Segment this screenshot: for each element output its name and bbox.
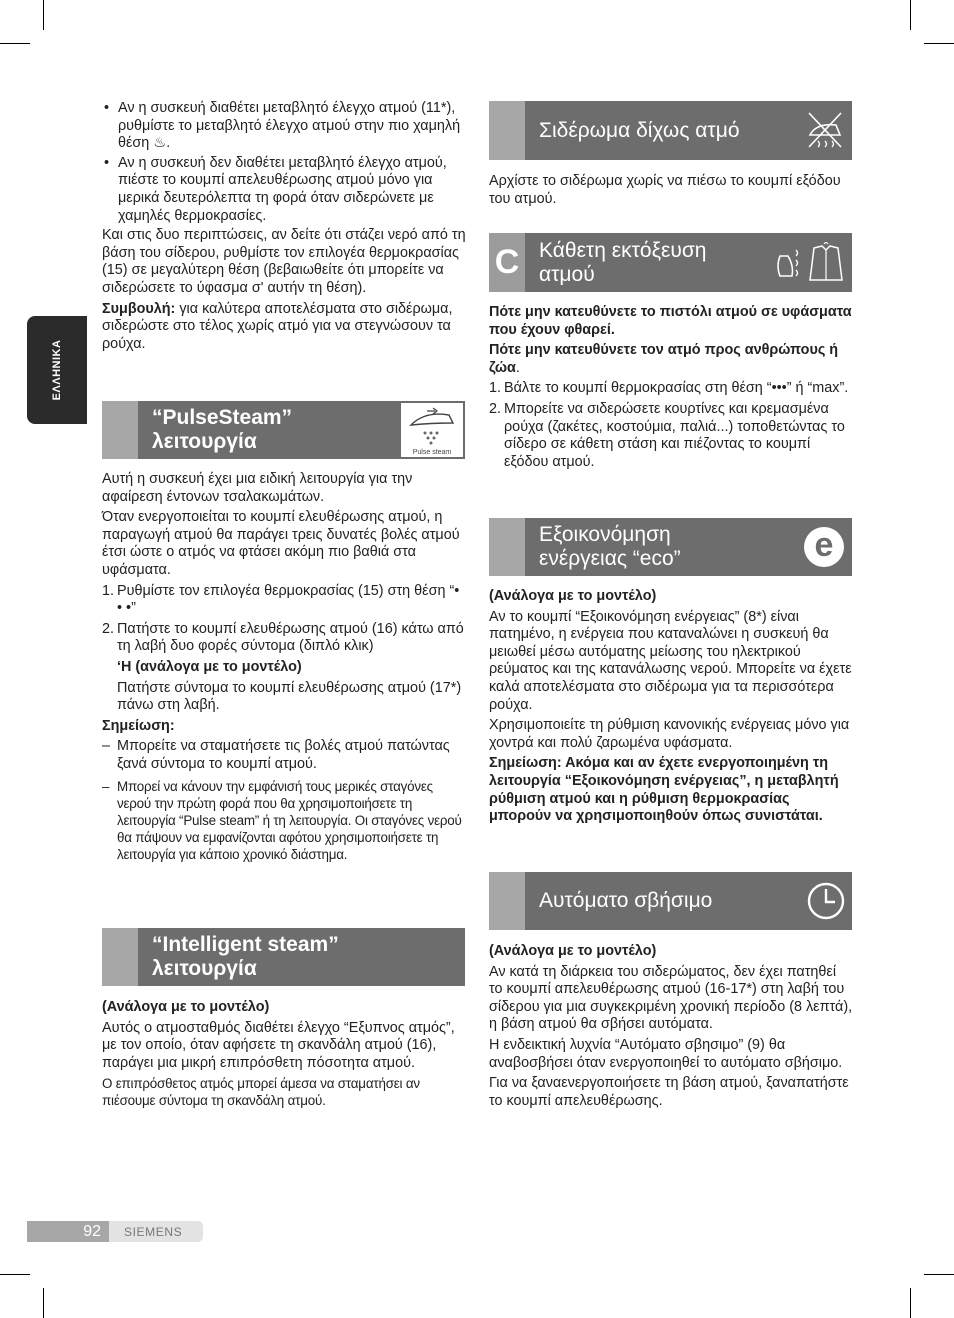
list-item <box>489 401 853 471</box>
section-header-vertical-steam <box>489 233 852 292</box>
paragraph: Αν κατά τη διάρκεια του σιδερώματος, δεν έχει πατηθεί το κουμπί απελευθέρωσης ατμού (16-17*) στη λαβή του σίδερου για μια συγκεκριμένη χρονική περίοδο (8 λεπτά), η βάση ατμού θα σβήσει αυτόματα. <box>489 963 853 1033</box>
crop-mark <box>43 0 44 30</box>
vertical-steam-icon <box>774 242 846 287</box>
header-square <box>489 872 525 930</box>
header-square <box>489 101 525 160</box>
model-label: (Ανάλογα με το μοντέλο) <box>489 943 657 959</box>
list-item <box>102 583 466 618</box>
paragraph: Όταν ενεργοποιείται το κουμπί ελευθέρωσης ατμού, η παραγωγή ατμού θα παράγει τρεις δυνατές βολές ατμού έτσι ώστε ο ατμός να φτάσει ακόμη πιο βαθιά στα υφάσματα. <box>102 509 460 578</box>
paragraph: Αυτός ο ατμοσταθμός διαθέτει έλεγχο “Εξυπνος ατμός”, με τον οποίο, όταν αφήσετε τη σκανδάλη ατμού (16), παράγει μια μικρή επιπρόσθετη πόσοτητα ατμού. <box>102 1019 455 1071</box>
step-number: 2. <box>102 620 115 637</box>
clock-icon <box>806 881 846 926</box>
dry-ironing-text <box>489 173 853 211</box>
section-header-eco <box>489 518 852 576</box>
paragraph: Ο επιπρόσθετος ατμός μπορεί άμεσα να σταματήσει αν πιέσουμε σύντομα τη σκανδάλη ατμού. <box>102 1076 420 1109</box>
section-header-intelligent-steam <box>102 928 465 986</box>
model-label: (Ανάλογα με το μοντέλο) <box>489 588 657 604</box>
header-square <box>102 401 138 459</box>
step-text: Ρυθμίστε τον επιλογέα θερμοκρασίας (15) στη θέση “• • •” <box>117 582 460 617</box>
language-label: ΕΛΛΗΝΙΚΑ <box>51 339 63 401</box>
section-title: Αυτόματο σβήσιμο <box>539 889 713 912</box>
section-title: Κάθετη εκτόξευση ατμού <box>539 238 707 286</box>
header-square <box>489 518 525 576</box>
step-text: Βάλτε το κουμπί θερμοκρασίας στη θέση “•••” ή “max”. <box>504 380 849 397</box>
crop-mark <box>910 1288 911 1318</box>
crop-mark <box>924 43 954 44</box>
header-square <box>102 928 138 986</box>
note-label: Σημείωση: <box>102 717 175 734</box>
paragraph: Αυτή η συσκευή έχει μια ειδική λειτουργία για την αφαίρεση έντονων τσαλακωμάτων. <box>102 471 413 505</box>
paragraph: Αρχίστε το σιδέρωμα χωρίς να πιέσω το κουμπί εξόδου του ατμού. <box>489 173 841 207</box>
list-item: • Αν η συσκευή δεν διαθέτει μεταβλητό έλεγχο ατμού, πιέστε το κουμπί απελευθέρωσης ατμού μόνο για μερικά δευτερόλεπτα τη φορά όταν σιδερώνετε με χαμηλές θερμοκρασίες. <box>102 155 466 225</box>
paragraph: Και στις δυο περιπτώσεις, αν δείτε ότι στάζει νερό από τη βάση του σίδερου, ρυθμίστε τον επιλογέα θερμοκρασίας (15) σε μεγαλύτερη θέση (βεβαιωθείτε ότι μπορείτε να σιδερώσετε το ύφασμα σ' αυτήν τη θέση). <box>102 227 466 296</box>
intelligent-steam-text <box>102 999 466 1112</box>
step-text: Πατήστε το κουμπί ελευθέρωσης ατμού (16) κάτω από τη λαβή δυο φορές σύντομα (διπλό κλικ) <box>117 620 464 655</box>
brand-name: SIEMENS <box>124 1224 183 1239</box>
crop-mark <box>924 1274 954 1275</box>
eco-icon <box>804 527 844 567</box>
crop-mark <box>910 0 911 30</box>
warning <box>489 342 853 377</box>
pulse-steam-caption: Pulse steam <box>412 449 452 456</box>
list-item <box>489 380 853 398</box>
step-number: 2. <box>489 400 502 417</box>
paragraph: Για να ξαναενεργοποιήσετε τη βάση ατμού, ξαναπατήστε το κουμπί απελευθέρωσης. <box>489 1075 849 1109</box>
section-title: Εξοικονόμηση ενέργειας “eco” <box>539 523 681 570</box>
vertical-steam-text <box>489 304 853 474</box>
section-title: Σιδέρωμα δίχως ατμό <box>539 118 740 142</box>
step-number: 1. <box>489 380 502 397</box>
tip-label: Συμβουλή: <box>102 300 176 317</box>
crop-mark <box>0 43 30 44</box>
auto-off-text <box>489 943 853 1113</box>
eco-text <box>489 588 853 829</box>
tip-paragraph <box>102 301 466 354</box>
warning: Πότε μην κατευθύνετε το πιστόλι ατμού σε υφάσματα που έχουν φθαρεί. <box>489 304 852 338</box>
language-side-tab <box>27 316 87 424</box>
list-item: • Αν η συσκευή διαθέτει μεταβλητό έλεγχο ατμού (11*), ρυθμίστε το μεταβλητό έλεγχο ατμού στην πιο χαμηλή θέση ♨. <box>102 100 466 153</box>
pulse-steam-icon <box>401 403 463 457</box>
paragraph: Αν το κουμπί “Εξοικονόμηση ενέργειας” (8*) είναι πατημένο, η ενέργεια που καταναλώνει η συσκευή θα μειωθεί μέσω αυτόματης μείωσης του ηλεκτρικού ρεύματος και της κατανάλωσης νερού. Μπορείτε να έχετε καλά αποτελέσματα στο σιδέρωμα για τα περισσότερα ρούχα. <box>489 608 852 713</box>
list-item <box>102 621 466 656</box>
note: Σημείωση: Ακόμα και αν έχετε ενεργοποιημένη τη λειτουργία “Εξοικονόμηση ενέργειας”, η μεταβλητή ρύθμιση ατμού και η ρύθμιση θερμοκρασίας μπορούν να χρησιμοποιηθούν όπως συνιστάται. <box>489 755 839 825</box>
list-item: – Μπορεί να κάνουν την εμφάνισή τους μερικές σταγόνες νερού την πρώτη φορά που θα χρησιμοποιήσετε τη λειτουργία “Pulse steam” ή τη λειτουργία. Οι σταγόνες νερού θα πάψουν να εμφανίζονται αφότου χρησιμοποιήσετε τη λειτουργία για κάποιο χρονικό διάστημα. <box>102 778 466 863</box>
pulsesteam-text <box>102 471 466 867</box>
tip-text: για καλύτερα αποτελέσματα στο σιδέρωμα, σιδερώστε στο τέλος χωρίς ατμό για να στεγνώσουν τα ρούχα. <box>102 300 453 352</box>
crop-mark <box>43 1288 44 1318</box>
crop-mark <box>0 1274 30 1275</box>
warning-end: . <box>515 359 520 376</box>
alt-text: Πατήστε σύντομα το κουμπί ελευθέρωσης ατμού (17*) πάνω στη λαβή. <box>117 679 462 714</box>
paragraph: Η ενδεικτική λυχνία “Αυτόματο σβησιμο” (9) θα αναβοσβήσει όταν ενεργοποιηθεί το αυτόματο σβήσιμο. <box>489 1036 843 1071</box>
warning-text: Πότε μην κατευθύνετε τον ατμό προς ανθρώπους ή ζώα <box>489 342 839 376</box>
section-title: “Intelligent steam” λειτουργία <box>152 933 339 980</box>
eco-icon-letter: e <box>814 525 834 564</box>
section-header-dry-ironing <box>489 101 852 160</box>
no-steam-icon <box>806 109 844 156</box>
model-label: (Ανάλογα με το μοντέλο) <box>102 999 270 1015</box>
step-number: 1. <box>102 582 115 599</box>
section-title: “PulseSteam” λειτουργία <box>152 406 293 453</box>
paragraph: Χρησιμοποιείτε τη ρύθμιση κανονικής ενέργειας μόνο για χοντρά και πολύ ζαρωμένα υφάσματα. <box>489 717 850 751</box>
step-text: Μπορείτε να σιδερώσετε κουρτίνες και κρεμασμένα ρούχα (ζακέτες, κοστούμια, παλιά...) τοποθετώντας το σίδερο σε κάθετη στάση και πιέζοντας το κουμπί εξόδου ατμού. <box>504 400 845 470</box>
alt-label: ‘Η (ανάλογα με το μοντέλο) <box>117 658 302 675</box>
section-header-auto-off <box>489 872 852 930</box>
left-intro-text <box>102 100 466 356</box>
list-item: – Μπορείτε να σταματήσετε τις βολές ατμού πατώντας ξανά σύντομα το κουμπί ατμού. <box>102 738 466 773</box>
page-number: 92 <box>27 1221 109 1242</box>
section-header-pulsesteam <box>102 401 465 459</box>
section-marker: C <box>494 242 520 281</box>
